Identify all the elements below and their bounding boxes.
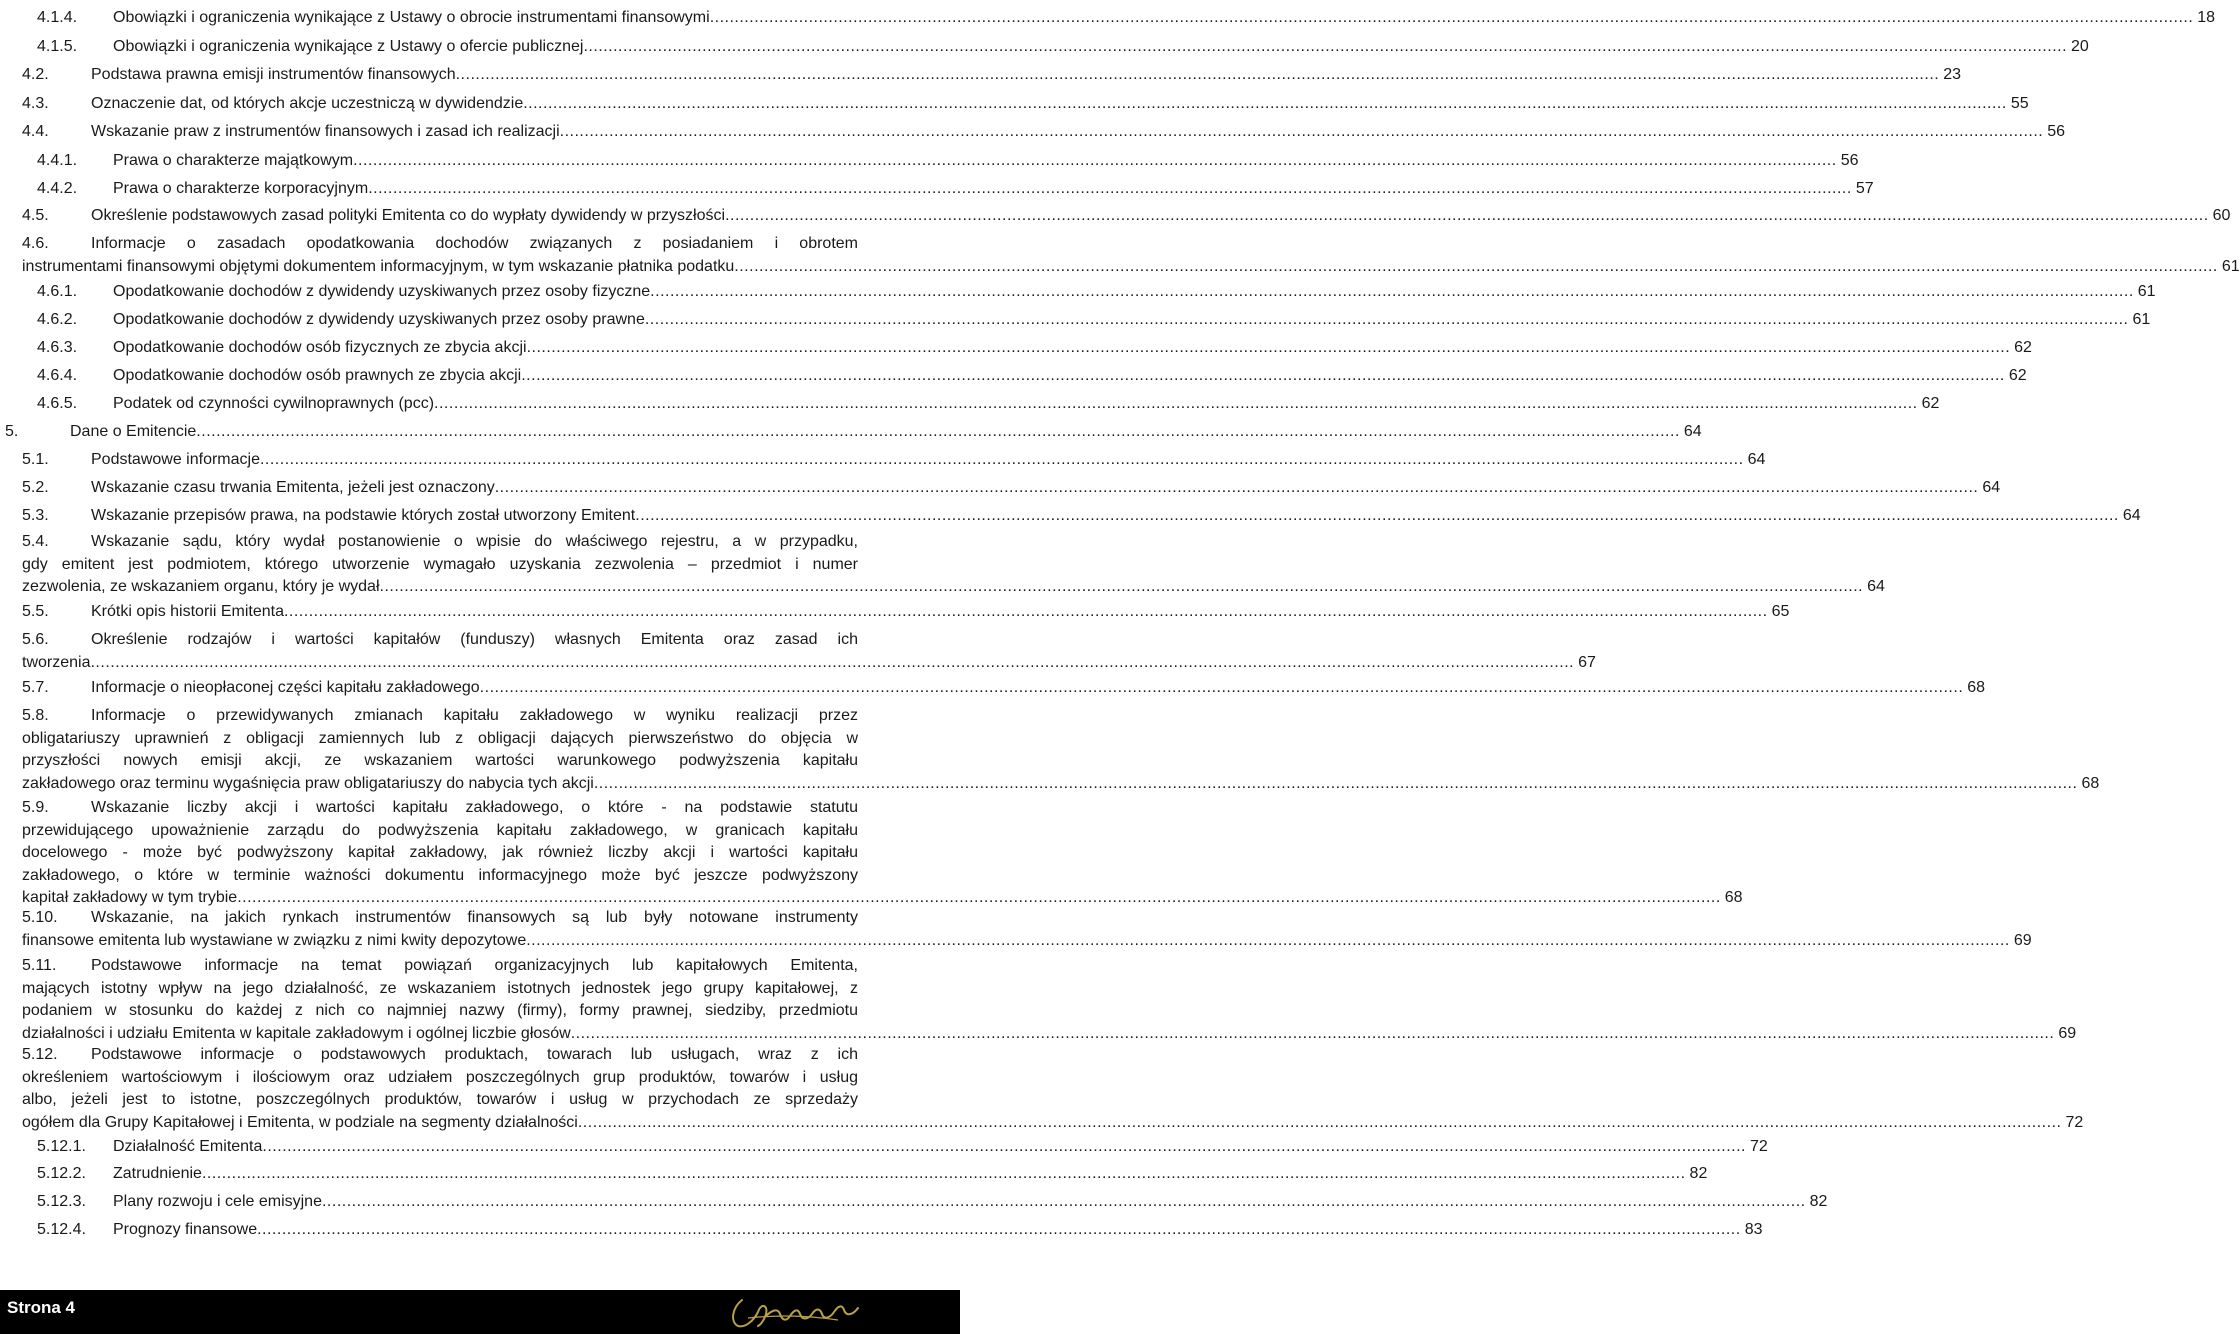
toc-page-number: 72 <box>2065 1113 2084 1131</box>
toc-page-number: 62 <box>1921 395 1940 412</box>
page-number-label: Strona 4 <box>7 1298 76 1317</box>
toc-entry-title: Podstawowe informacje <box>91 451 260 468</box>
toc-entry-number: 4.4.2. <box>37 180 78 197</box>
toc-line <box>0 1066 960 1090</box>
dot-leader: ............................................................................................................................................................................................................................................................................................................ <box>521 367 2005 384</box>
toc-page-number: 62 <box>2008 367 2027 384</box>
toc-entry-title: zezwolenia, ze wskazaniem organu, który je wydał <box>22 578 380 595</box>
toc-entry-title: instrumentami finansowymi objętymi dokumentem informacyjnym, w tym wskazanie płatnika podatku <box>22 257 735 275</box>
dot-leader: ............................................................................................................................................................................................................................................................................................................ <box>644 311 2129 328</box>
toc-entry-title: Informacje o nieopłaconej części kapitału zakładowego <box>91 679 480 696</box>
dot-leader: ............................................................................................................................................................................................................................................................................................................ <box>479 679 1964 696</box>
dot-leader: ............................................................................................................................................................................................................................................................................................................ <box>583 38 2068 55</box>
toc-page-number: 56 <box>1840 152 1859 169</box>
toc-line <box>0 704 960 728</box>
toc-page-number: 61 <box>2221 257 2240 275</box>
dot-leader: ............................................................................................................................................................................................................................................................................................................ <box>593 774 2078 792</box>
toc-line <box>0 772 2100 796</box>
toc-entry-number: 4.3. <box>22 95 49 112</box>
toc-entry-title: określeniem wartościowym i ilościowym oraz udziałem poszczególnych grup produktów, towarów i usług <box>22 1068 858 1086</box>
toc-entry-title: zakładowego, o które w terminie ważności dokumentu informacyjnego może być jeszcze podwyższony <box>22 866 858 884</box>
toc-entry-title: gdy emitent jest podmiotem, którego utworzenie wymagało uzyskania zezwolenia – przedmiot i numer <box>22 555 858 573</box>
toc-entry-title: Zatrudnienie <box>113 1165 202 1182</box>
dot-leader: ............................................................................................................................................................................................................................................................................................................ <box>353 152 1837 169</box>
toc-entry-number: 5.4. <box>22 533 49 550</box>
toc-page-number: 68 <box>1967 679 1986 696</box>
toc-entry-title: Opodatkowanie dochodów osób prawnych ze zbycia akcji <box>113 367 522 384</box>
toc-page-number: 69 <box>2058 1024 2077 1042</box>
toc-line <box>0 796 960 820</box>
toc-page-number: 69 <box>2013 931 2032 949</box>
toc-entry-title: ogółem dla Grupy Kapitałowej i Emitenta, w podziale na segmenty działalności <box>22 1113 578 1131</box>
toc-page-number: 61 <box>2132 311 2151 328</box>
toc-line <box>0 1111 2084 1135</box>
toc-line <box>0 1022 2077 1046</box>
toc-entry-title: Opodatkowanie dochodów z dywidendy uzyskiwanych przez osoby prawne <box>113 311 645 328</box>
toc-entry-title: docelowego - może być podwyższony kapitał zakładowy, jak również liczby akcji i wartości kapitału <box>22 844 858 861</box>
toc-page-number: 64 <box>1747 451 1766 468</box>
toc-entry-number: 4.6.5. <box>37 395 78 412</box>
toc-line <box>0 280 2156 304</box>
toc-line <box>0 336 2032 360</box>
toc-line <box>0 749 960 773</box>
toc-entry-title: kapitał zakładowy w tym trybie <box>22 889 238 906</box>
toc-line <box>0 1135 1768 1159</box>
page-footer <box>0 1290 960 1334</box>
toc-page-number: 68 <box>1724 889 1743 906</box>
dot-leader: ............................................................................................................................................................................................................................................................................................................ <box>237 889 1721 906</box>
toc-entry-title: Informacje o zasadach opodatkowania dochodów związanych z posiadaniem i obrotem <box>91 235 858 252</box>
toc-page-number: 72 <box>1750 1138 1768 1155</box>
dot-leader: ............................................................................................................................................................................................................................................................................................................ <box>725 207 2209 224</box>
dot-leader: ............................................................................................................................................................................................................................................................................................................ <box>559 123 2044 140</box>
toc-entry-title: Prawa o charakterze majątkowym <box>113 152 354 169</box>
toc-entry-title: Podstawowe informacje na temat powiązań organizacyjnych lub kapitałowych Emitenta, <box>91 957 858 974</box>
dot-leader: ............................................................................................................................................................................................................................................................................................................ <box>523 95 2007 112</box>
toc-page-number: 61 <box>2137 283 2156 300</box>
toc-entry-number: 5.12.3. <box>37 1193 86 1210</box>
dot-leader: ............................................................................................................................................................................................................................................................................................................ <box>262 1138 1746 1155</box>
toc-page-number: 56 <box>2047 123 2066 140</box>
toc-page-number: 65 <box>1771 603 1790 620</box>
toc-entry-title: Wskazanie sądu, który wydał postanowienie o wpisie do właściwego rejestru, a w przypadku, <box>91 533 858 550</box>
toc-page-number: 64 <box>1683 423 1702 440</box>
toc-entry-number: 4.6. <box>22 235 49 252</box>
toc-entry-title: obligatariuszy uprawnień z obligacji zamiennych lub z obligacji dających pierwszeństwo do objęcia w <box>22 729 858 747</box>
toc-page-number: 64 <box>1867 578 1885 595</box>
toc-line <box>0 6 2216 30</box>
toc-entry-title: Określenie podstawowych zasad polityki Emitenta co do wypłaty dywidendy w przyszłości <box>91 207 726 224</box>
toc-line <box>0 476 2001 500</box>
dot-leader: ............................................................................................................................................................................................................................................................................................................ <box>283 603 1768 620</box>
dot-leader: ............................................................................................................................................................................................................................................................................................................ <box>570 1024 2055 1042</box>
toc-entry-title: Podstawa prawna emisji instrumentów finansowych <box>91 66 456 83</box>
dot-leader: ............................................................................................................................................................................................................................................................................................................ <box>526 339 2011 356</box>
toc-entry-number: 5.12.4. <box>37 1221 86 1238</box>
toc-line <box>0 308 2151 332</box>
toc-page-number: 82 <box>1809 1193 1828 1210</box>
toc-line <box>0 420 1702 444</box>
toc-page-number: 83 <box>1744 1221 1763 1238</box>
toc-entry-number: 4.4.1. <box>37 152 78 169</box>
toc-entry-title: Wskazanie praw z instrumentów finansowych i zasad ich realizacji <box>91 123 560 140</box>
toc-entry-title: Krótki opis historii Emitenta <box>91 603 284 620</box>
toc-entry-title: przewidującego upoważnienie zarządu do podwyższenia kapitału zakładowego, w granicach kapitału <box>22 821 858 839</box>
toc-line <box>0 448 1766 472</box>
toc-page-number: 23 <box>1943 66 1961 83</box>
toc-entry-title: podaniem w stosunku do każdej z nich co najmniej nazwy (firmy), formy prawnej, siedziby, przedmiotu <box>22 1002 858 1019</box>
dot-leader: ............................................................................................................................................................................................................................................................................................................ <box>734 257 2218 275</box>
toc-entry-number: 5.2. <box>22 479 49 496</box>
toc-entry-number: 4.4. <box>22 123 49 140</box>
toc-entry-number: 5.10. <box>22 909 58 926</box>
toc-line <box>0 1043 960 1067</box>
toc-page-number: 82 <box>1689 1165 1708 1182</box>
signature-logo <box>728 1294 868 1332</box>
dot-leader: ............................................................................................................................................................................................................................................................................................................ <box>201 1165 1686 1182</box>
dot-leader: ............................................................................................................................................................................................................................................................................................................ <box>196 423 1680 440</box>
toc-entry-number: 5.11. <box>22 957 57 974</box>
toc-entry-number: 4.6.2. <box>37 311 78 328</box>
toc-line <box>0 504 2141 528</box>
toc-line <box>0 1162 1708 1186</box>
toc-line <box>0 63 1961 87</box>
toc-line <box>0 819 960 843</box>
toc-line <box>0 1088 960 1112</box>
toc-line <box>0 232 960 256</box>
toc-line <box>0 553 960 577</box>
toc-entry-title: Obowiązki i ograniczenia wynikające z Ustawy o obrocie instrumentami finansowymi <box>113 9 710 26</box>
toc-entry-number: 5. <box>5 423 19 440</box>
toc-line <box>0 628 960 652</box>
toc-entry-number: 4.5. <box>22 207 49 224</box>
dot-leader: ............................................................................................................................................................................................................................................................................................................ <box>494 479 1979 496</box>
toc-line <box>0 841 960 865</box>
toc-line <box>0 575 1885 599</box>
toc-entry-number: 5.12.2. <box>37 1165 86 1182</box>
toc-entry-number: 5.12. <box>22 1046 58 1063</box>
toc-page-number: 57 <box>1855 180 1874 197</box>
toc-entry-number: 4.2. <box>22 66 49 83</box>
toc-entry-number: 5.9. <box>22 799 49 816</box>
dot-leader: ............................................................................................................................................................................................................................................................................................................ <box>379 578 1864 595</box>
toc-page-number: 60 <box>2212 207 2231 224</box>
dot-leader: ............................................................................................................................................................................................................................................................................................................ <box>321 1193 1806 1210</box>
toc-entry-number: 4.1.5. <box>37 38 78 55</box>
toc-entry-title: Dane o Emitencie <box>70 423 197 440</box>
toc-line <box>0 120 2066 144</box>
toc-entry-title: Informacje o przewidywanych zmianach kapitału zakładowego w wyniku realizacji przez <box>91 707 858 724</box>
dot-leader: ............................................................................................................................................................................................................................................................................................................ <box>434 395 1918 412</box>
toc-entry-number: 5.6. <box>22 631 49 648</box>
toc-entry-title: przyszłości nowych emisji akcji, ze wskazaniem wartości warunkowego podwyższenia kapitału <box>22 752 858 769</box>
dot-leader: ............................................................................................................................................................................................................................................................................................................ <box>90 653 1575 671</box>
toc-entry-title: Wskazanie, na jakich rynkach instrumentów finansowych są lub były notowane instrumenty <box>91 909 858 926</box>
toc-page-number: 67 <box>1578 653 1596 671</box>
toc-entry-title: Podatek od czynności cywilnoprawnych (pcc) <box>113 395 435 412</box>
dot-leader: ............................................................................................................................................................................................................................................................................................................ <box>635 507 2119 524</box>
toc-page-number: 20 <box>2071 38 2089 55</box>
toc-line <box>0 864 960 888</box>
toc-entry-number: 4.6.3. <box>37 339 78 356</box>
toc-line <box>0 177 1874 201</box>
toc-entry-title: Obowiązki i ograniczenia wynikające z Ustawy o ofercie publicznej <box>113 38 584 55</box>
toc-entry-title: zakładowego oraz terminu wygaśnięcia praw obligatariuszy do nabycia tych akcji <box>22 774 594 792</box>
toc-line <box>0 906 960 930</box>
dot-leader: ............................................................................................................................................................................................................................................................................................................ <box>526 931 2010 949</box>
toc-line <box>0 204 2231 228</box>
toc-entry-title: Oznaczenie dat, od których akcje uczestniczą w dywidendzie <box>91 95 524 112</box>
toc-entry-title: finansowe emitenta lub wystawiane w związku z nimi kwity depozytowe <box>22 931 527 949</box>
toc-line <box>0 929 2032 953</box>
toc-entry-title: Określenie rodzajów i wartości kapitałów (funduszy) własnych Emitenta oraz zasad ich <box>91 631 858 648</box>
toc-line <box>0 392 1940 416</box>
dot-leader: ............................................................................................................................................................................................................................................................................................................ <box>455 66 1940 83</box>
toc-entry-title: Opodatkowanie dochodów z dywidendy uzyskiwanych przez osoby fizyczne <box>113 283 651 300</box>
toc-entry-number: 5.3. <box>22 507 49 524</box>
toc-page-number: 64 <box>1982 479 2001 496</box>
dot-leader: ............................................................................................................................................................................................................................................................................................................ <box>257 1221 1741 1238</box>
toc-line <box>0 1218 1763 1242</box>
toc-entry-number: 5.1. <box>22 451 49 468</box>
dot-leader: ............................................................................................................................................................................................................................................................................................................ <box>650 283 2134 300</box>
dot-leader: ............................................................................................................................................................................................................................................................................................................ <box>368 180 1852 197</box>
toc-entry-number: 5.7. <box>22 679 49 696</box>
dot-leader: ............................................................................................................................................................................................................................................................................................................ <box>577 1113 2062 1131</box>
dot-leader: ............................................................................................................................................................................................................................................................................................................ <box>259 451 1744 468</box>
toc-line <box>0 35 2089 59</box>
toc-line <box>0 999 960 1023</box>
toc-entry-title: Działalność Emitenta <box>113 1138 263 1155</box>
toc-page-number: 18 <box>2197 9 2216 26</box>
toc-line <box>0 364 2027 388</box>
toc-entry-title: działalności i udziału Emitenta w kapitale zakładowym i ogólnej liczbie głosów <box>22 1024 571 1042</box>
toc-entry-number: 5.5. <box>22 603 49 620</box>
toc-line <box>0 651 1596 675</box>
toc-entry-title: albo, jeżeli jest to istotne, poszczególnych produktów, towarów i usług w przychodach ze sprzedaży <box>22 1091 858 1108</box>
toc-line <box>0 530 960 554</box>
toc-entry-title: Opodatkowanie dochodów osób fizycznych ze zbycia akcji <box>113 339 527 356</box>
toc-line <box>0 600 1790 624</box>
toc-entry-title: Wskazanie przepisów prawa, na podstawie których został utworzony Emitent <box>91 507 636 524</box>
toc-page-number: 64 <box>2122 507 2141 524</box>
toc-entry-number: 4.6.4. <box>37 367 78 384</box>
toc-entry-number: 4.6.1. <box>37 283 78 300</box>
toc-line <box>0 92 2029 116</box>
toc-line <box>0 255 2240 279</box>
dot-leader: ............................................................................................................................................................................................................................................................................................................ <box>709 9 2194 26</box>
toc-entry-number: 4.1.4. <box>37 9 78 26</box>
toc-entry-title: Wskazanie liczby akcji i wartości kapitału zakładowego, o które - na podstawie statutu <box>91 799 858 816</box>
toc-page-number: 55 <box>2010 95 2029 112</box>
toc-entry-title: mających istotny wpływ na jego działalność, ze wskazaniem istotnych jednostek jego grupy kapitałowej, z <box>22 979 858 997</box>
toc-entry-title: Plany rozwoju i cele emisyjne <box>113 1193 322 1210</box>
toc-entry-title: Prognozy finansowe <box>113 1221 258 1238</box>
toc-entry-title: tworzenia <box>22 653 91 671</box>
toc-line <box>0 676 1986 700</box>
toc-line <box>0 977 960 1001</box>
toc-line <box>0 727 960 751</box>
toc-entry-title: Wskazanie czasu trwania Emitenta, jeżeli jest oznaczony <box>91 479 495 496</box>
toc-line <box>0 149 1859 173</box>
toc-entry-title: Podstawowe informacje o podstawowych produktach, towarach lub usługach, wraz z ich <box>91 1046 858 1063</box>
toc-page-number: 68 <box>2081 774 2100 792</box>
toc-page-number: 62 <box>2014 339 2032 356</box>
toc-entry-number: 5.12.1. <box>37 1138 86 1155</box>
toc-line <box>0 954 960 978</box>
toc-entry-title: Prawa o charakterze korporacyjnym <box>113 180 369 197</box>
toc-entry-number: 5.8. <box>22 707 49 724</box>
toc-line <box>0 1190 1828 1214</box>
